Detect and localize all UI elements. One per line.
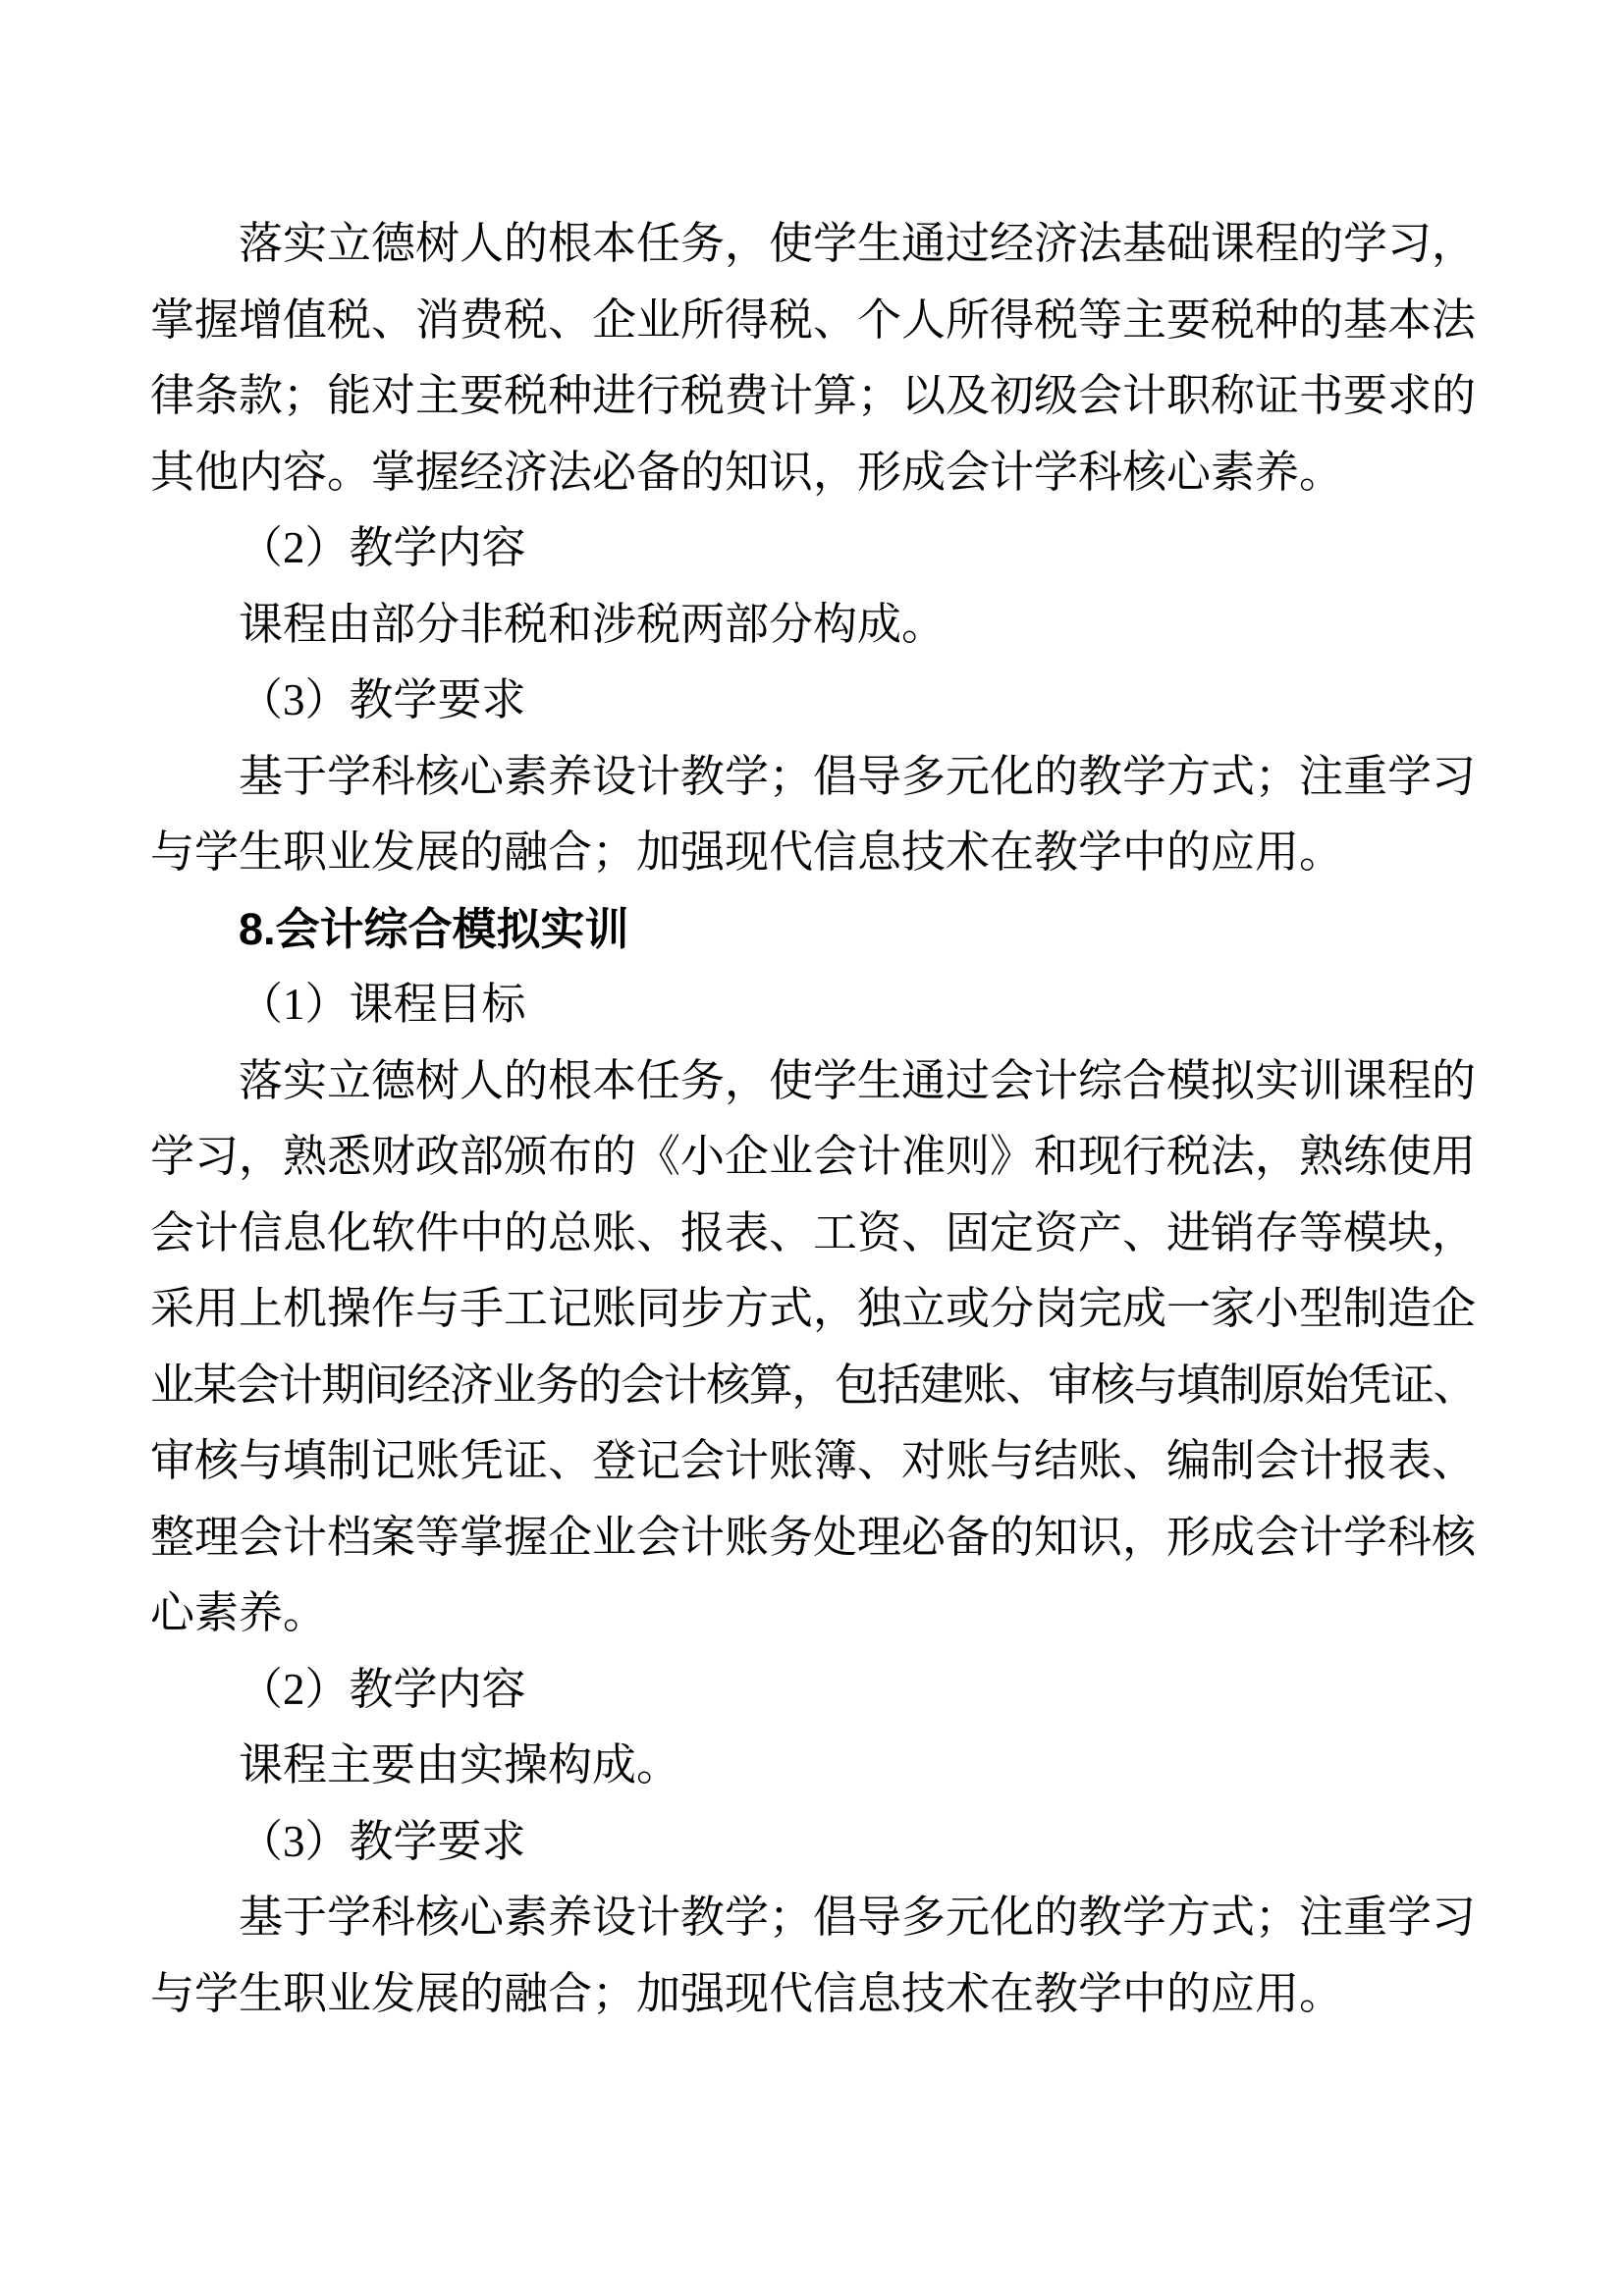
text-line: （2）教学内容: [239, 523, 526, 572]
text-line: 落实立德树人的根本任务，使学生通过会计综合模拟实训课程的: [239, 1055, 1477, 1105]
text-line: 落实立德树人的根本任务，使学生通过经济法基础课程的学习，: [239, 219, 1477, 268]
text-line: 学习，熟悉财政部颁布的《小企业会计准则》和现行税法，熟练使用: [150, 1132, 1477, 1181]
text-line: 课程由部分非税和涉税两部分构成。: [239, 599, 947, 649]
text-line: 会计信息化软件中的总账、报表、工资、固定资产、进销存等模块，: [150, 1207, 1477, 1257]
text-line: 与学生职业发展的融合；加强现代信息技术在教学中的应用。: [150, 828, 1344, 877]
text-line: （1）课程目标: [239, 980, 526, 1029]
text-line: 律条款；能对主要税种进行税费计算；以及初级会计职称证书要求的: [150, 371, 1477, 420]
text-line: 审核与填制记账凭证、登记会计账簿、对账与结账、编制会计报表、: [150, 1436, 1477, 1485]
text-line: （3）教学要求: [239, 1816, 526, 1866]
text-line: 心素养。: [150, 1588, 328, 1637]
text-line: 整理会计档案等掌握企业会计账务处理必备的知识，形成会计学科核: [150, 1512, 1477, 1562]
text-line: （2）教学内容: [239, 1664, 526, 1714]
text-line: 与学生职业发展的融合；加强现代信息技术在教学中的应用。: [150, 1968, 1344, 2018]
text-line: 其他内容。掌握经济法必备的知识，形成会计学科核心素养。: [150, 447, 1344, 497]
text-line: 采用上机操作与手工记账同步方式，独立或分岗完成一家小型制造企: [150, 1284, 1477, 1333]
text-line: 课程主要由实操构成。: [239, 1740, 681, 1789]
document-body: [150, 206, 1476, 2032]
text-line: 掌握增值税、消费税、企业所得税、个人所得税等主要税种的基本法: [150, 294, 1477, 345]
text-line: （3）教学要求: [239, 675, 526, 724]
text-line: 业某会计期间经济业务的会计核算，包括建账、审核与填制原始凭证、: [150, 1360, 1477, 1410]
text-line: 基于学科核心素养设计教学；倡导多元化的教学方式；注重学习: [239, 1893, 1477, 1942]
text-line: 基于学科核心素养设计教学；倡导多元化的教学方式；注重学习: [239, 751, 1477, 801]
section-heading: 8.会计综合模拟实训: [239, 903, 629, 954]
